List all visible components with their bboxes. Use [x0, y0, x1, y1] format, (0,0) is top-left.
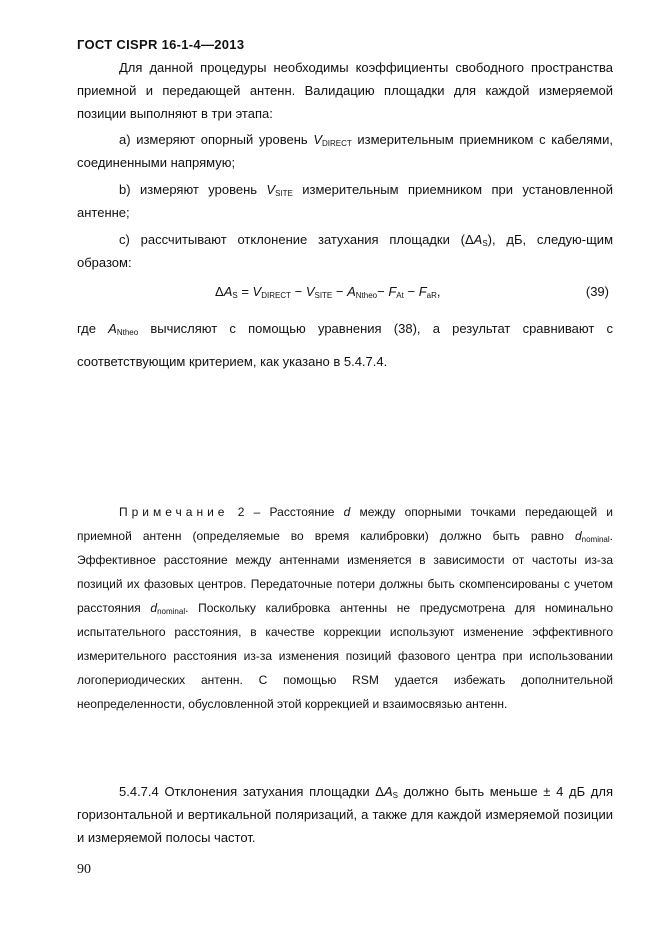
var-f: F [418, 284, 427, 299]
var-a: A [108, 321, 117, 336]
step-c-text-2: ), дБ, следую-щим образом: [77, 232, 614, 270]
var-v: V [266, 182, 276, 197]
minus-sign: − [290, 284, 306, 299]
sub-ntheo: Ntheo [116, 328, 139, 337]
final-text-2: должно быть меньше ± 4 дБ для горизонтальной и вертикальной поляризаций, а также для каждой измеряемой позиции и измеряемой полосы частот. [77, 784, 613, 845]
sub-ar: aR [426, 291, 437, 300]
step-a [77, 128, 613, 174]
formula-expression [215, 280, 441, 303]
step-a-text-2: измерительным приемником с кабелями, соединенными напрямую; [77, 132, 613, 170]
note-2 [77, 500, 613, 716]
sub-nominal: nominal [157, 607, 186, 616]
note-text: 2 – Расстояние [228, 505, 344, 519]
sub-s: S [232, 291, 238, 300]
step-b-text: b) измеряют уровень [119, 182, 267, 197]
where-text-2: вычисляют с помощью уравнения (38), а результат сравнивают с соответствующим критерием, как указано в 5.4.7.4. [77, 321, 613, 369]
step-a-text: а) измеряют опорный уровень [119, 132, 314, 147]
formula-39 [77, 280, 613, 303]
sub-site: SITE [275, 189, 293, 198]
note-text: . Эффективное расстояние между антеннами изменяется в зависимости от частоты из-за позиций их фазовых центров. Передаточные потери должны быть скомпенсированы с учетом расстояния [77, 529, 613, 615]
paragraph-5-4-7-4 [77, 780, 613, 849]
where-text: где [77, 321, 109, 336]
var-v: V [313, 132, 322, 147]
sub-nominal: nominal [581, 535, 610, 544]
paragraph-intro: Для данной процедуры необходимы коэффициенты свободного пространства приемной и передающей антенн. Валидацию площадки для каждой измеряемой позиции выполняют в три этапа: [77, 60, 613, 121]
var-v: V [305, 284, 315, 299]
equals-sign: = [237, 284, 253, 299]
var-a: A [473, 232, 483, 247]
var-d: d [574, 529, 582, 543]
var-a: A [223, 284, 233, 299]
var-f: F [388, 284, 397, 299]
minus-sign: − [332, 284, 348, 299]
var-a: A [383, 784, 393, 799]
page-number: 90 [77, 862, 91, 877]
sub-direct: DIRECT [321, 139, 352, 148]
sub-direct: DIRECT [261, 291, 291, 300]
sub-ntheo: Ntheo [355, 291, 378, 300]
document-header: ГОСТ CISPR 16-1-4—2013 [77, 37, 245, 52]
paragraph-where [77, 312, 613, 378]
step-b-text-2: измерительным приемником при установленной антенне; [77, 182, 613, 220]
step-c [77, 228, 613, 274]
var-v: V [252, 284, 262, 299]
sub-at: At [396, 291, 404, 300]
var-d: d [343, 505, 351, 519]
note-text: . Поскольку калибровка антенны не предусмотрена для номинально испытательного расстояния, в качестве коррекции используют изменение эффективного измерительного расстояния из-за изменения позиций фазового центра при использовании логопериодических антенн. С помощью RSM удается избежать дополнительной неопределенности, обусловленной этой коррекцией и взаимосвязью антенн. [77, 601, 613, 711]
final-text: 5.4.7.4 Отклонения затухания площадки Δ [119, 784, 384, 799]
sub-s: S [392, 791, 398, 800]
minus-sign: − [377, 284, 389, 299]
delta-symbol: Δ [215, 284, 224, 299]
equation-number: (39) [585, 284, 609, 299]
var-d: d [150, 601, 158, 615]
step-b [77, 178, 613, 224]
minus-sign: − [403, 284, 419, 299]
comma: , [436, 284, 441, 299]
sub-site: SITE [314, 291, 333, 300]
sub-s: S [482, 239, 488, 248]
step-c-text: с) рассчитывают отклонение затухания площадки (Δ [119, 232, 474, 247]
note-label: Примечание [119, 505, 229, 519]
note-text: между опорными точками передающей и приемной антенн (определяемые во время калибровки) должно быть равно [77, 505, 613, 543]
var-a: A [347, 284, 356, 299]
